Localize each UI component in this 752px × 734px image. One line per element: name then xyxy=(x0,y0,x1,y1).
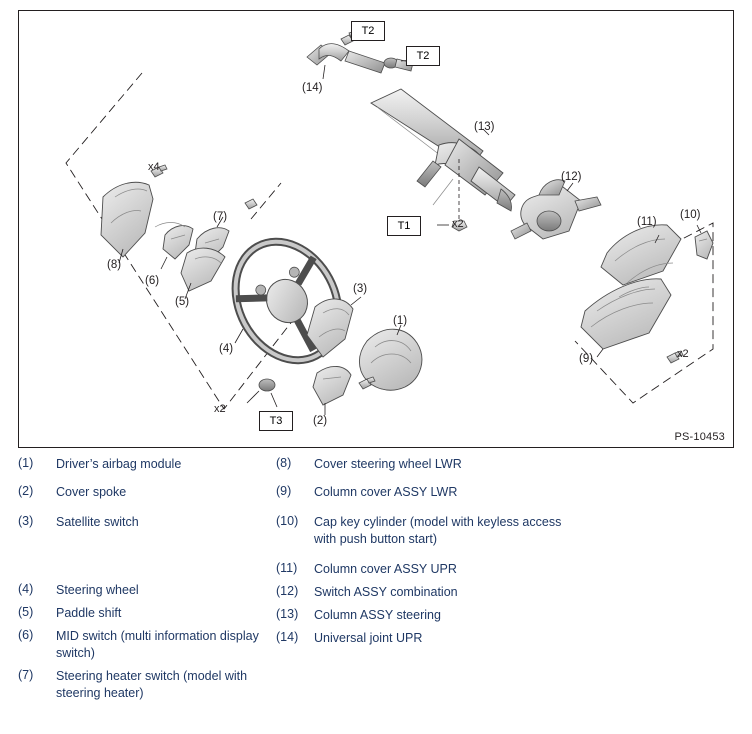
part-5-paddle-shift xyxy=(181,248,225,299)
torque-tag-t2-upper xyxy=(351,21,385,41)
callout-label: (6) xyxy=(145,275,160,287)
legend-number: (6) xyxy=(18,628,34,642)
part-2-cover-spoke xyxy=(247,366,375,415)
legend-item xyxy=(276,584,576,601)
callout-label: (11) xyxy=(637,216,657,228)
callout-3 xyxy=(353,283,367,295)
parts-legend xyxy=(18,456,734,724)
legend-number: (10) xyxy=(276,514,299,528)
legend-item xyxy=(18,605,290,622)
legend-label: Steering heater switch (model with steering heater) xyxy=(56,669,248,700)
legend-number: (2) xyxy=(18,484,34,498)
torque-tag-t3 xyxy=(259,411,293,431)
callout-12 xyxy=(561,171,581,183)
callout-1 xyxy=(393,315,407,327)
quantity-mark-x2-lwr xyxy=(677,348,689,360)
callout-label: (10) xyxy=(680,209,701,221)
quantity-label: x2 xyxy=(452,218,464,230)
legend-label: Cover spoke xyxy=(56,485,127,499)
callout-2 xyxy=(313,415,327,427)
quantity-mark-x2-t3 xyxy=(214,403,226,415)
callout-label: (2) xyxy=(313,415,328,427)
legend-item xyxy=(18,456,290,473)
quantity-mark-x2-t1 xyxy=(452,218,464,230)
legend-item xyxy=(276,484,576,501)
legend-label: Paddle shift xyxy=(56,606,122,620)
callout-9 xyxy=(579,353,593,365)
callout-14 xyxy=(302,82,322,94)
callout-label: (9) xyxy=(579,353,594,365)
legend-label: Driver’s airbag module xyxy=(56,457,182,471)
callout-4 xyxy=(219,343,233,355)
part-8-cover-steering-wheel-lwr xyxy=(101,165,167,263)
legend-number: (14) xyxy=(276,630,299,644)
legend-label: Switch ASSY combination xyxy=(314,585,458,599)
torque-tag-label: T3 xyxy=(269,415,283,427)
callout-label: (13) xyxy=(474,121,495,133)
callout-10 xyxy=(680,209,700,221)
legend-label: MID switch (multi information display switch) xyxy=(56,629,259,660)
torque-tag-label: T1 xyxy=(397,220,411,232)
legend-label: Satellite switch xyxy=(56,515,139,529)
callout-7 xyxy=(213,211,227,223)
legend-number: (11) xyxy=(276,561,298,575)
part-13-column-assy xyxy=(371,89,515,231)
diagram-canvas xyxy=(19,11,733,447)
legend-item xyxy=(276,456,576,473)
callout-label: (12) xyxy=(561,171,582,183)
legend-label: Column cover ASSY UPR xyxy=(314,562,457,576)
legend-label: Cover steering wheel LWR xyxy=(314,457,462,471)
legend-number: (9) xyxy=(276,484,292,498)
callout-8 xyxy=(107,259,121,271)
callout-label: (1) xyxy=(393,315,408,327)
quantity-label: x2 xyxy=(677,348,689,360)
callout-label: (7) xyxy=(213,211,228,223)
callout-6 xyxy=(145,275,159,287)
legend-item xyxy=(276,514,576,548)
legend-label: Steering wheel xyxy=(56,583,139,597)
torque-tag-t1 xyxy=(387,216,421,236)
legend-number: (8) xyxy=(276,456,292,470)
legend-item xyxy=(18,514,290,531)
legend-item xyxy=(276,607,576,624)
callout-label: (14) xyxy=(302,82,323,94)
legend-column-left xyxy=(18,456,290,713)
part-12-combination-switch xyxy=(511,180,601,239)
callout-label: (8) xyxy=(107,259,122,271)
legend-number: (12) xyxy=(276,584,299,598)
part-9-column-cover-lwr xyxy=(581,279,683,363)
legend-number: (1) xyxy=(18,456,34,470)
legend-number: (7) xyxy=(18,668,34,682)
callout-label: (5) xyxy=(175,296,190,308)
part-11-column-cover-upr xyxy=(601,225,681,285)
callout-13 xyxy=(474,121,494,133)
callout-5 xyxy=(175,296,189,308)
callout-label: (3) xyxy=(353,283,368,295)
legend-label: Universal joint UPR xyxy=(314,631,423,645)
legend-number: (4) xyxy=(18,582,34,596)
legend-item xyxy=(18,668,290,702)
torque-tag-t2-right xyxy=(406,46,440,66)
quantity-mark-x4 xyxy=(148,161,160,173)
torque-tag-label: T2 xyxy=(361,25,375,37)
legend-label: Cap key cylinder (model with keyless access with push button start) xyxy=(314,515,562,546)
legend-item xyxy=(18,582,290,599)
legend-item xyxy=(276,561,576,578)
legend-item xyxy=(18,484,290,501)
exploded-diagram xyxy=(18,10,734,448)
legend-number: (13) xyxy=(276,607,299,621)
legend-label: Column cover ASSY LWR xyxy=(314,485,458,499)
legend-item xyxy=(276,630,576,647)
callout-label: (4) xyxy=(219,343,234,355)
legend-number: (5) xyxy=(18,605,34,619)
torque-tag-label: T2 xyxy=(416,50,430,62)
callout-11 xyxy=(637,216,657,228)
figure-code: PS-10453 xyxy=(674,431,725,443)
legend-number: (3) xyxy=(18,514,34,528)
quantity-label: x4 xyxy=(148,161,160,173)
part-10-cap-key-cylinder xyxy=(695,225,713,259)
legend-column-right xyxy=(276,456,576,658)
quantity-label: x2 xyxy=(214,403,226,415)
legend-label: Column ASSY steering xyxy=(314,608,441,622)
legend-item xyxy=(18,628,290,662)
